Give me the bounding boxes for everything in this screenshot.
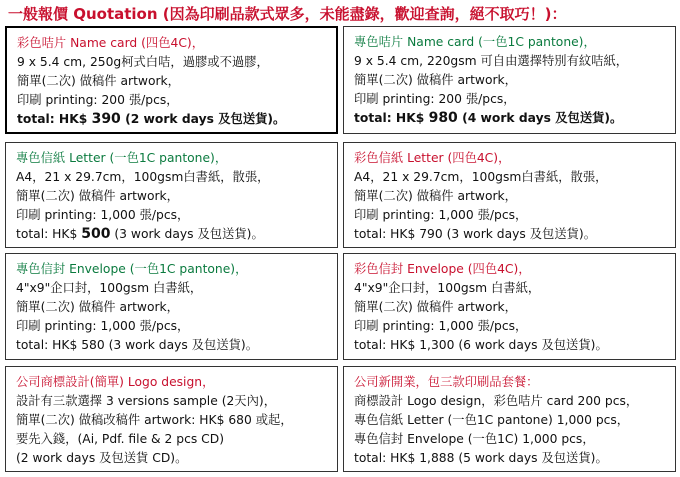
total-suffix: (4 work days 及包送貨)。 (457, 111, 623, 125)
card-total (354, 109, 667, 128)
card-total: (2 work days 及包送貨 CD)。 (16, 451, 188, 465)
card-line: 印刷 printing: 1,000 張/pcs， (16, 319, 190, 333)
card-line: 印刷 printing: 1,000 張/pcs， (354, 319, 528, 333)
total-price: 500 (81, 226, 111, 242)
new-business-package-card (343, 366, 676, 472)
card-total (16, 225, 329, 244)
letter-4c-card (343, 142, 676, 248)
total-suffix: (3 work days 及包送貨)。 (110, 227, 264, 241)
card-line: A4，21 x 29.7cm，100gsm白書紙，散張， (16, 170, 270, 184)
card-line: 簡單(二次) 做稿件 artwork， (354, 300, 517, 314)
card-line: 印刷 printing: 200 張/pcs， (17, 93, 179, 107)
total-prefix: total: HK$ (16, 227, 82, 241)
card-line: A4，21 x 29.7cm，100gsm白書紙，散張， (354, 170, 608, 184)
card-title: 彩色咭片 Name card (四色4C)， (17, 36, 205, 50)
card-total (17, 110, 328, 129)
card-total: total: HK$ 580 (3 work days 及包送貨)。 (16, 338, 259, 352)
card-title: 專色信封 Envelope (一色1C pantone)， (16, 262, 248, 276)
card-title: 公司商標設計(簡單) Logo design， (16, 375, 215, 389)
page-title: 一般報價 Quotation (因為印刷品款式眾多，未能盡錄，歡迎查詢，絕不取巧！)： (8, 5, 567, 23)
card-title: 公司新開業，包三款印刷品套餐： (354, 375, 539, 389)
card-line: 簡單(二次) 做稿件 artwork， (354, 73, 517, 87)
card-total: total: HK$ 1,300 (6 work days 及包送貨)。 (354, 338, 608, 352)
card-line: 簡單(二次) 做稿件 artwork， (16, 300, 179, 314)
total-price: 390 (91, 111, 121, 127)
card-line: 9 x 5.4 cm, 250g柯式白咭，過膠或不過膠， (17, 55, 269, 69)
total-price: 980 (428, 110, 458, 126)
card-total: total: HK$ 1,888 (5 work days 及包送貨)。 (354, 451, 608, 465)
card-line: 簡單(二次) 做稿件 artwork， (354, 189, 517, 203)
logo-design-card (5, 366, 338, 472)
card-title: 彩色信紙 Letter (四色4C)， (354, 151, 511, 165)
card-line: 簡單(二次) 做稿件 artwork， (17, 74, 180, 88)
letter-1c-card (5, 142, 338, 248)
card-line: 印刷 printing: 1,000 張/pcs， (16, 208, 190, 222)
envelope-4c-card (343, 253, 676, 360)
namecard-1c-card (343, 26, 676, 134)
card-total: total: HK$ 790 (3 work days 及包送貨)。 (354, 227, 597, 241)
envelope-1c-card (5, 253, 338, 360)
card-line: 印刷 printing: 1,000 張/pcs， (354, 208, 528, 222)
card-line: 專色信紙 Letter (一色1C pantone) 1,000 pcs， (354, 413, 630, 427)
card-line: 專色信封 Envelope (一色1C) 1,000 pcs， (354, 432, 595, 446)
total-prefix: total: HK$ (17, 112, 92, 126)
card-title: 專色咭片 Name card (一色1C pantone)， (354, 35, 596, 49)
card-line: 簡單(二次) 做稿件 artwork， (16, 189, 179, 203)
card-line: 要先入錢，(Ai, Pdf. file & 2 pcs CD) (16, 432, 225, 446)
card-line: 設計有三款選擇 3 versions sample (2天內)， (16, 394, 277, 408)
card-title: 專色信紙 Letter (一色1C pantone)， (16, 151, 228, 165)
total-prefix: total: HK$ (354, 111, 429, 125)
card-line: 商標設計 Logo design，彩色咭片 card 200 pcs， (354, 394, 639, 408)
card-line: 4"x9"企口封，100gsm 白書紙， (16, 281, 203, 295)
card-title: 彩色信封 Envelope (四色4C)， (354, 262, 531, 276)
namecard-4c-card (5, 26, 338, 134)
card-line: 印刷 printing: 200 張/pcs， (354, 92, 516, 106)
card-line: 簡單(二次) 做稿改稿件 artwork: HK$ 680 或起， (16, 413, 293, 427)
card-line: 9 x 5.4 cm, 220gsm 可自由選擇特別有紋咭紙， (354, 54, 629, 68)
total-suffix: (2 work days 及包送貨)。 (120, 112, 286, 126)
card-line: 4"x9"企口封，100gsm 白書紙， (354, 281, 541, 295)
